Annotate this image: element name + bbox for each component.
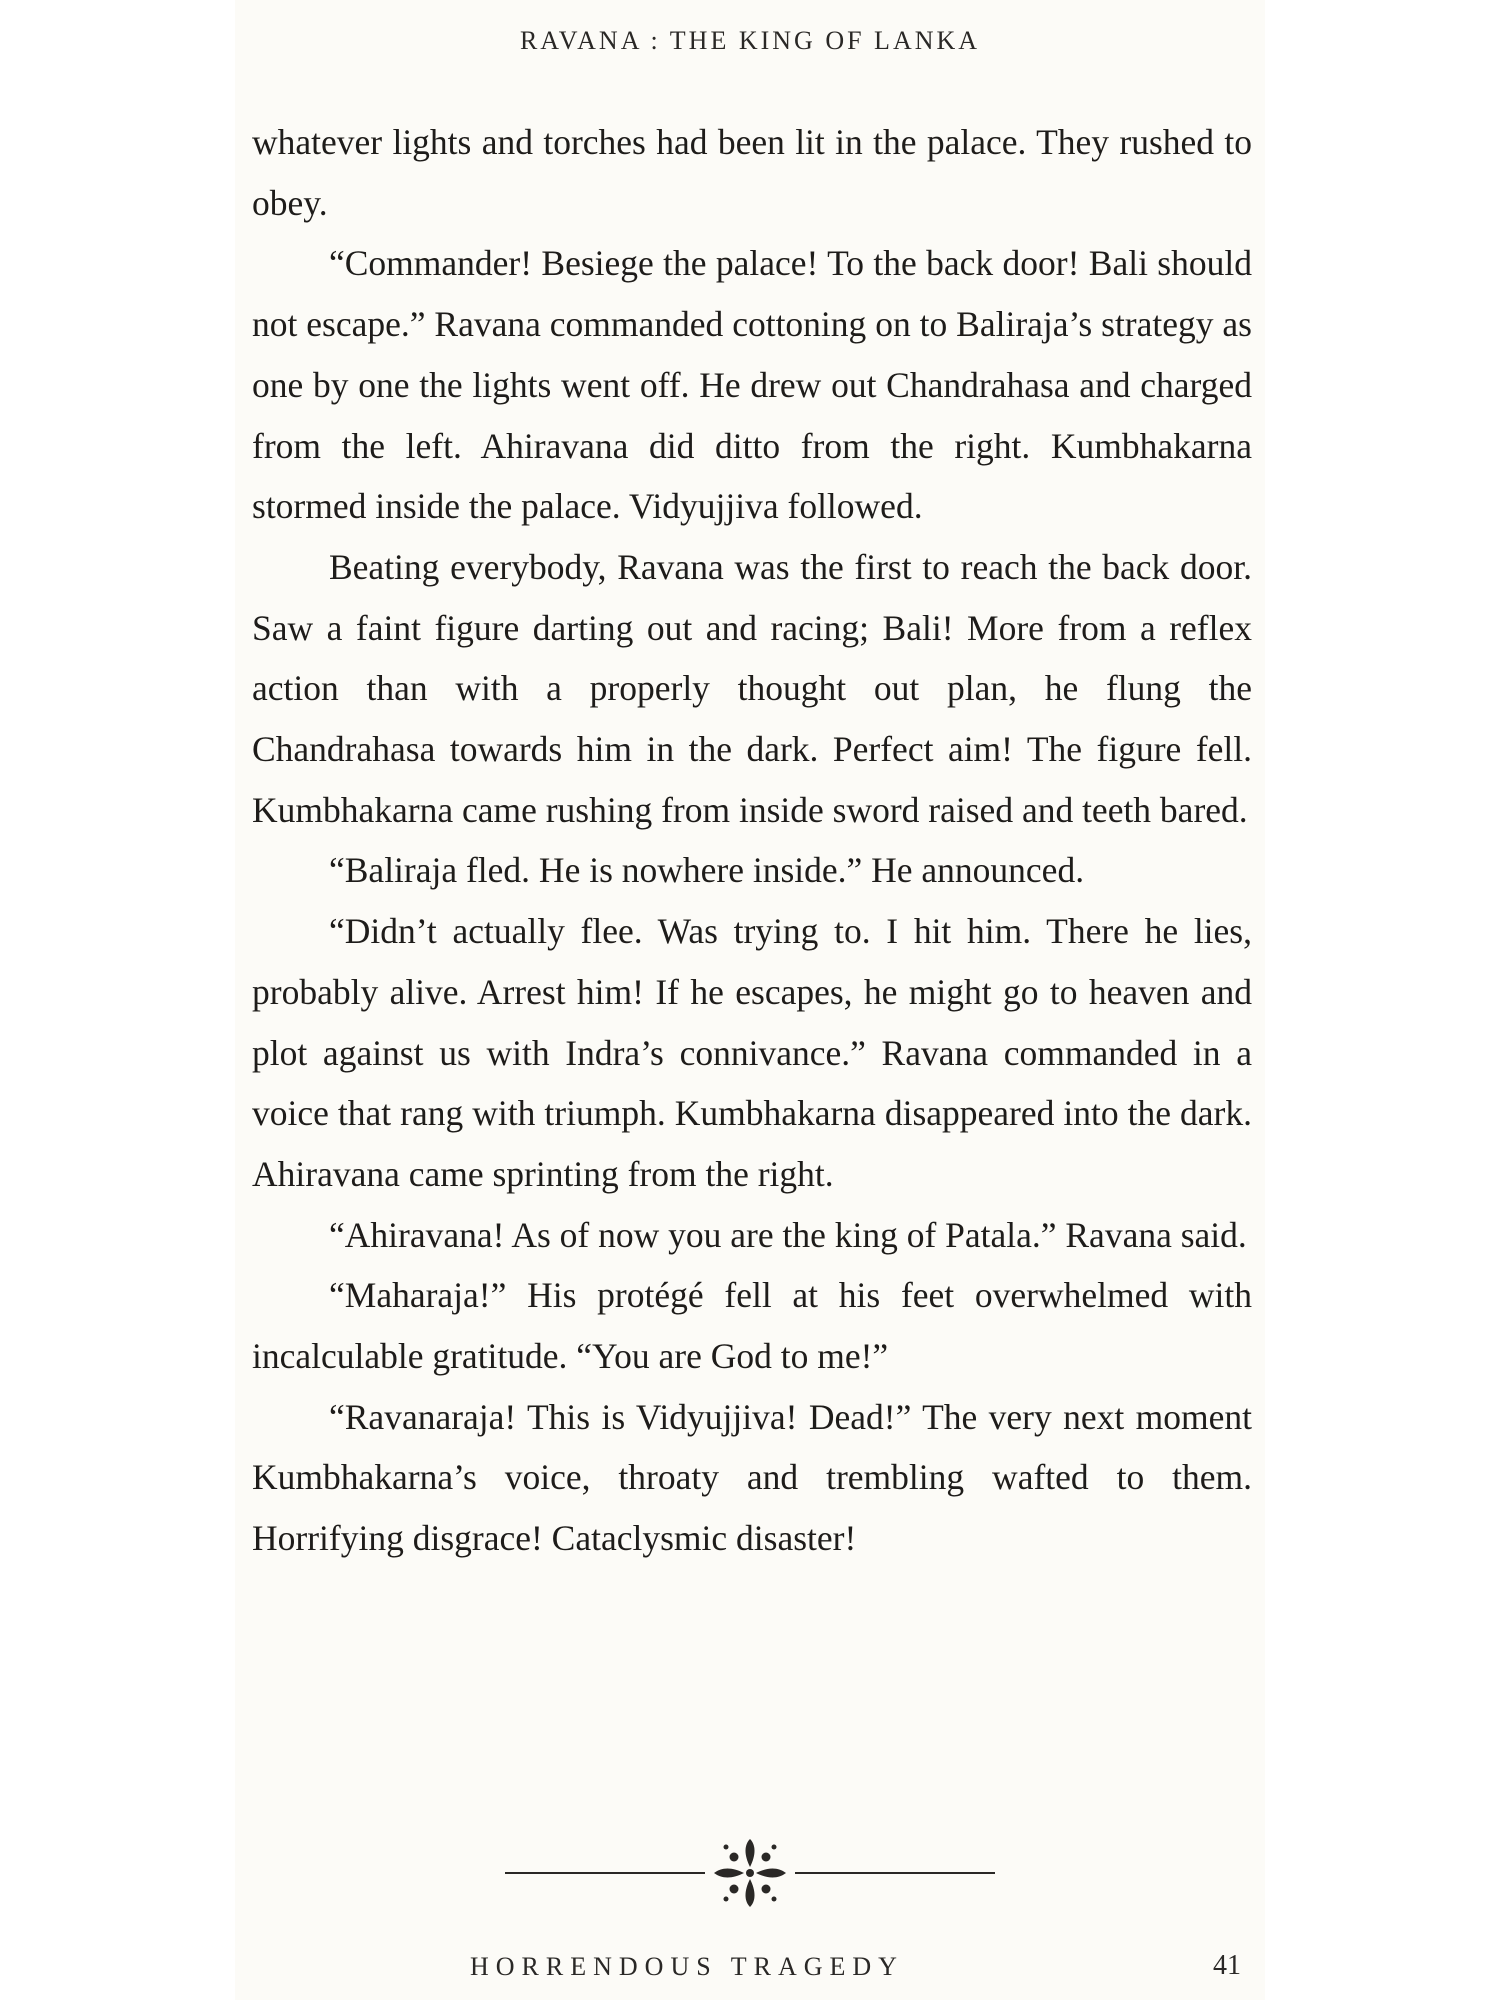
paragraph: “Ravanaraja! This is Vidyujjiva! Dead!” The very next moment Kumbhakarna’s voice, throaty and trembling wafted to them. Horrifying disgrace! Cataclysmic disaster! — [252, 1396, 1252, 1559]
floral-ornament-icon — [505, 1833, 995, 1913]
body-text — [252, 112, 1252, 1569]
paragraph: “Maharaja!” His protégé fell at his feet overwhelmed with incalculable gratitude. “You are God to me!” — [252, 1275, 1252, 1377]
paragraph: “Didn’t actually flee. Was trying to. I hit him. There he lies, probably alive. Arrest him! If he escapes, he might go to heaven and plot against us with Indra’s connivance.” Ravana commanded in a voice that rang with triumph. Kumbhakarna disappeared into the dark. Ahiravana came sprinting from the right. — [252, 911, 1252, 1194]
page-number: 41 — [1213, 1950, 1241, 1981]
paragraph: “Commander! Besiege the palace! To the back door! Bali should not escape.” Ravana commanded cottoning on to Baliraja’s strategy as one by one the lights went off. He drew out Chandrahasa and charged from the left. Ahiravana did ditto from the right. Kumbhakarna stormed inside the palace. Vidyujjiva followed. — [252, 243, 1252, 527]
paragraph: “Ahiravana! As of now you are the king of Patala.” Ravana said. — [329, 1214, 1247, 1255]
paragraph: “Baliraja fled. He is nowhere inside.” He announced. — [329, 850, 1085, 891]
paragraph: Beating everybody, Ravana was the first to reach the back door. Saw a faint figure darting out and racing; Bali! More from a reflex action than with a properly thought out plan, he flung the Chandrahasa towards him in the dark. Perfect aim! The figure fell. Kumbhakarna came rushing from inside sword raised and teeth bared. — [252, 546, 1252, 830]
book-page — [235, 0, 1265, 2000]
running-foot: HORRENDOUS TRAGEDY — [470, 1952, 904, 1981]
paragraph: whatever lights and torches had been lit in the palace. They rushed to obey. — [252, 122, 1252, 223]
running-head: RAVANA : THE KING OF LANKA — [519, 26, 981, 55]
